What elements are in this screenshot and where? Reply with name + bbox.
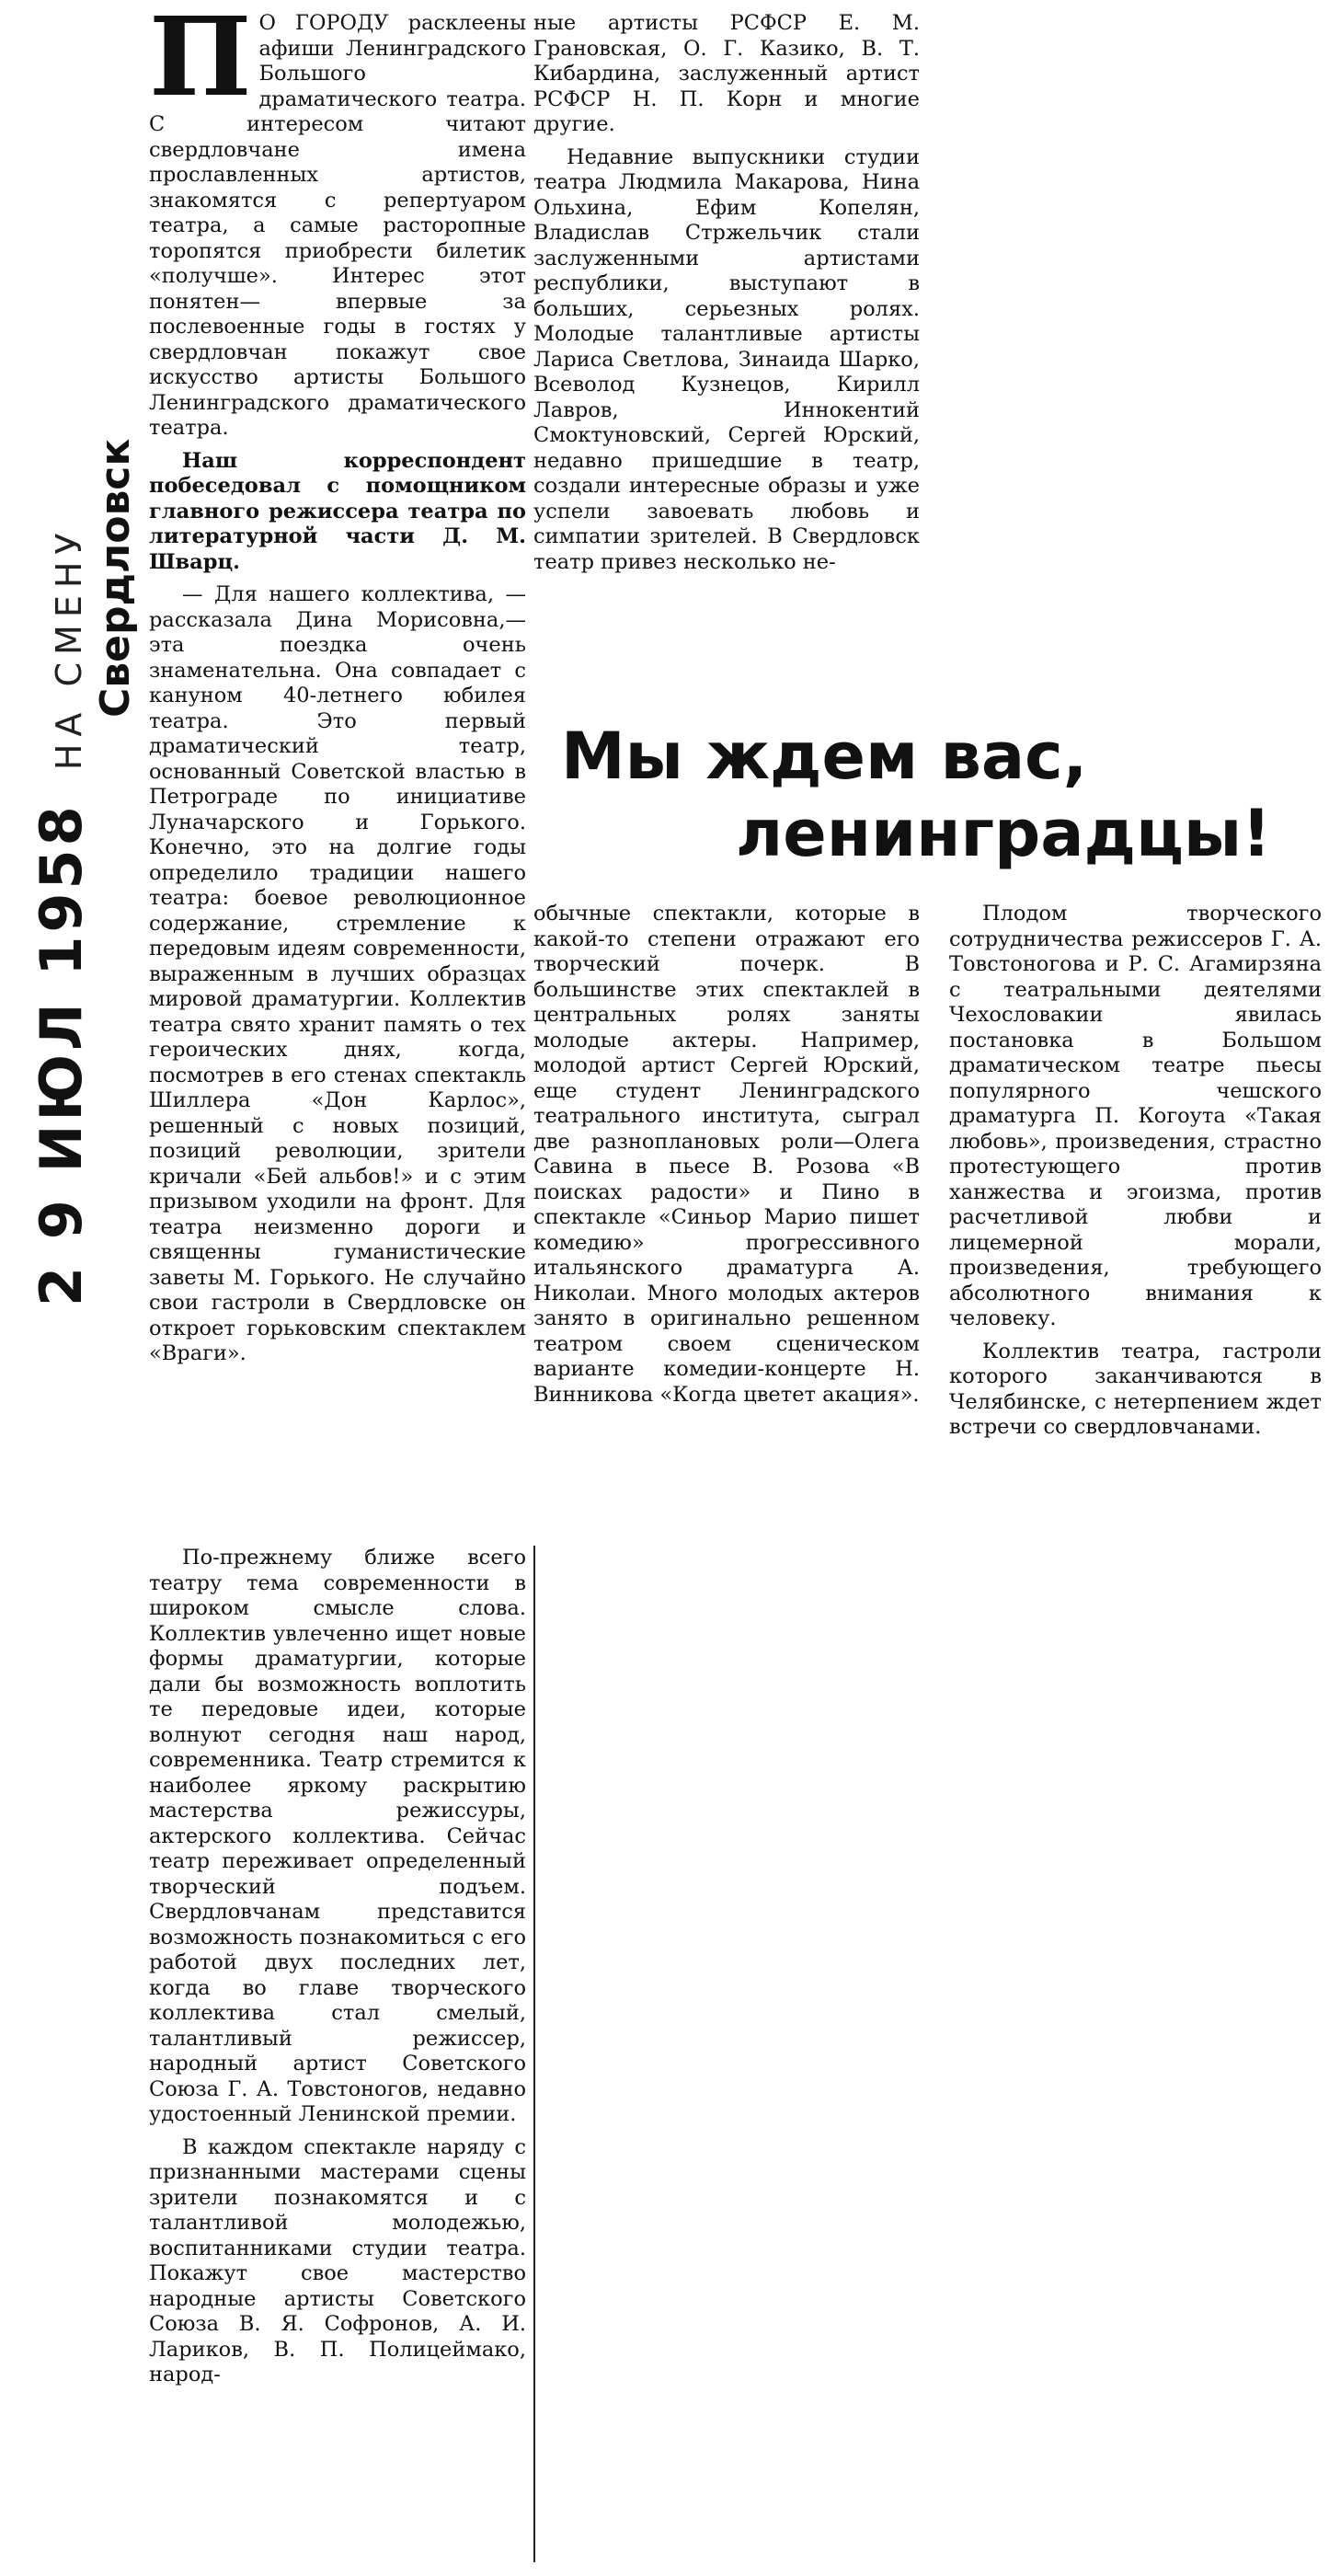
interview-intro: Наш корреспондент побеседовал с помощником главного режиссера театра по литературной части Д. М. Шварц. (149, 448, 526, 574)
article-paragraph: обычные спектакли, которые в какой-то степени отражают его творческий почерк. В большинстве этих спектаклей в центральных ролях заняты молодые актеры. Например, молодой артист Сергей Юрский, еще студент Ленинградского театрального института, сыграл две разноплановых роли—Олега Савина в пьесе В. Розова «В поисках радости» и Пино в спектакле «Синьор Марио пишет комедию» прогрессивного итальянского драматурга А. Николаи. Много молодых актеров занято в оригинально решенном театром своем сценическом варианте комедии-концерте Н. Винникова «Когда цветет акация». (533, 902, 920, 1407)
article-paragraph: — Для нашего коллектива, — рассказала Дина Морисовна,—эта поездка очень знаменательна. Она совпадает с кануном 40-летнего юбилея театра. Это первый драматический театр, основанный Советской властью в Петрограде по инициативе Луначарского и Горького. Конечно, это на долгие годы определило традиции нашего театра: боевое революционное содержание, стремление к передовым идеям современности, выраженным в лучших образцах мировой драматургии. Коллектив театра свято хранит память о тех героических днях, когда, посмотрев в его стенах спектакль Шиллера «Дон Карлос», решенный с новых позиций, позиций революции, зрители кричали «Бей альбов!» и с этим призывом уходили на фронт. Для театра неизменно дороги и священны гуманистические заветы М. Горького. Не случайно свои гастроли в Свердловске он откроет горьковским спектаклем «Враги». (149, 582, 526, 1365)
drop-cap: П (149, 0, 252, 121)
lead-paragraph (149, 0, 526, 442)
lead-text: О ГОРОДУ расклеены афиши Ленинградского Большого драматического театра. С интересом читают свердловчане имена прославленных артистов, знакомятся с репертуаром театра, а самые расторопные торопятся приобрести билетик «получше». Интерес этот понятен— впервые за послевоенные годы в гостях у свердловчан покажут свое искусство артисты Большого Ленинградского драматического театра. (149, 11, 526, 440)
stamp-city: Свердловск (92, 438, 139, 718)
stamp-source: НА СМЕНУ (49, 525, 89, 771)
article-column-2 (533, 11, 920, 575)
date-stamp (28, 525, 95, 1306)
article-column-4 (949, 902, 1322, 1441)
article-paragraph: ные артисты РСФСР Е. М. Грановская, О. Г. Казико, В. Т. Кибардина, заслуженный артист РСФСР Н. П. Корн и многие другие. (533, 11, 920, 136)
headline-line-2: ленинградцы! (736, 796, 1272, 871)
article-column-1 (149, 0, 526, 1367)
stamp-date: 2 9 ИЮЛ 1958 (28, 802, 95, 1306)
article-paragraph: Недавние выпускники студии театра Людмила Макарова, Нина Ольхина, Ефим Копелян, Владислав Стржельчик стали заслуженными артистами республики, выступают в больших, серьезных ролях. Молодые талантливые артисты Лариса Светлова, Зинаида Шарко, Всеволод Кузнецов, Кирилл Лавров, Иннокентий Смоктуновский, Сергей Юрский, недавно пришедшие в театр, создали интересные образы и уже успели завоевать любовь и симпатии зрителей. В Свердловск театр привез несколько не- (533, 144, 920, 574)
article-column-3 (533, 902, 920, 1408)
headline-line-1: Мы ждем вас, (561, 719, 1088, 794)
article-paragraph: По-прежнему ближе всего театру тема современности в широком смысле слова. Коллектив увлеченно ищет новые формы драматургии, которые дали бы возможность воплотить те передовые идеи, которые волнуют сегодня наш народ, современника. Театр стремится к наиболее яркому раскрытию мастерства режиссуры, актерского коллектива. Сейчас театр переживает определенный творческий подъем. Свердловчанам представится возможность познакомиться с его работой двух последних лет, когда во главе творческого коллектива стал смелый, талантливый режиссер, народный артист Советского Союза Г. А. Товстоногов, недавно удостоенный Ленинской премии. (149, 1546, 526, 2126)
article-paragraph: В каждом спектакле наряду с признанными мастерами сцены зрители познакомятся и с талантливой молодежью, воспитанниками студии театра. Покажут свое мастерство народные артисты Советского Союза В. Я. Софронов, А. И. Лариков, В. П. Полицеймако, народ- (149, 2134, 526, 2386)
article-paragraph: Коллектив театра, гастроли которого заканчиваются в Челябинске, с нетерпением ждет встречи со свердловчанами. (949, 1339, 1322, 1439)
article-paragraph: Плодом творческого сотрудничества режиссеров Г. А. Товстоногова и Р. С. Агамирзяна с театральными деятелями Чехословакии явилась постановка в Большом драматическом театре пьесы популярного чешского драматурга П. Когоута «Такая любовь», произведения, страстно протестующего против ханжества и эгоизма, против расчетливой любви и лицемерной морали, произведения, требующего абсолютного внимания к человеку. (949, 902, 1322, 1330)
headline (561, 718, 1272, 872)
article-column-1-continued (149, 1546, 526, 2388)
column-divider (533, 1546, 535, 2562)
